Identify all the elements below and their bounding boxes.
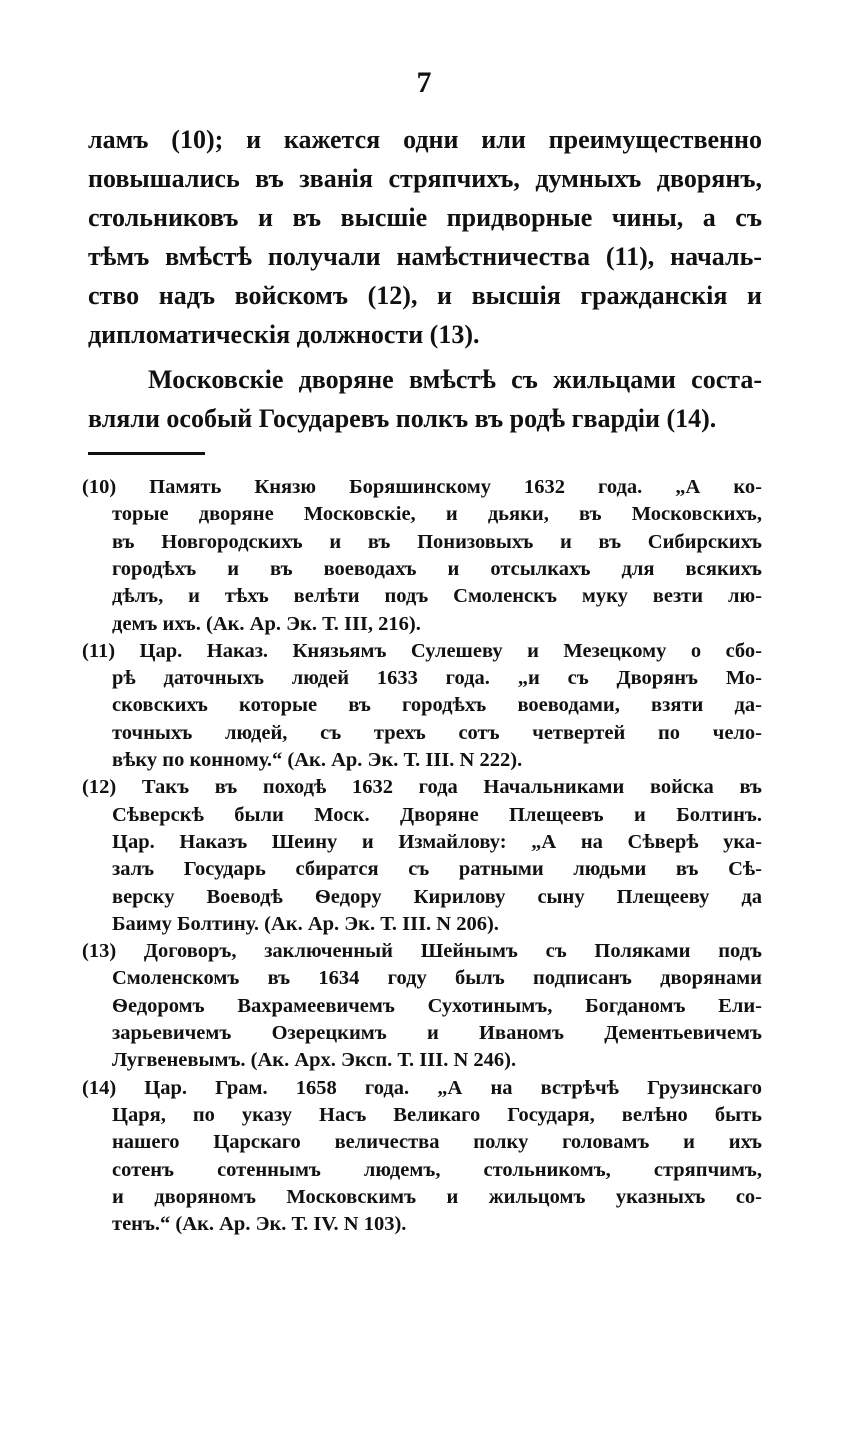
footnote-line: точныхъ людей, съ трехъ сотъ четвертей по чело-	[112, 721, 762, 744]
footnote-line: Сѣверскѣ были Моск. Дворяне Плещеевъ и Болтинъ.	[112, 803, 762, 826]
footnote-line: (11) Цар. Наказ. Князьямъ Сулешеву и Мезецкому о сбо-	[82, 639, 762, 662]
footnote-line: Ѳедоромъ Вахрамеевичемъ Сухотинымъ, Богданомъ Ели-	[112, 994, 762, 1017]
main-text-line: ламъ (10); и кажется одни или преимущественно	[88, 125, 762, 154]
main-text-line: Московскіе дворяне вмѣстѣ съ жильцами соста-	[148, 365, 762, 394]
footnote-divider	[88, 452, 205, 455]
footnote-line: въ Новгородскихъ и въ Понизовыхъ и въ Сибирскихъ	[112, 530, 762, 553]
footnote-line: демъ ихъ. (Ак. Ар. Эк. Т. III, 216).	[112, 612, 421, 635]
footnote-line: рѣ даточныхъ людей 1633 года. „и съ Дворянъ Мо-	[112, 667, 762, 690]
footnote-line: сковскихъ которые въ городѣхъ воеводами, взяти да-	[112, 694, 762, 717]
footnote-line: Царя, по указу Насъ Великаго Государя, велѣно быть	[112, 1103, 762, 1126]
page-number: 7	[416, 66, 432, 99]
main-text-line: ство надъ войскомъ (12), и высшія гражданскія и	[88, 281, 762, 310]
footnote-line: (10) Память Князю Боряшинскому 1632 года. „А ко-	[82, 476, 762, 498]
main-text-line: дипломатическія должности (13).	[88, 320, 480, 349]
main-text-line: тѣмъ вмѣстѣ получали намѣстничества (11), началь-	[88, 242, 762, 271]
footnote-line: Лугвеневымъ. (Ак. Арх. Эксп. Т. III. N 246).	[112, 1049, 517, 1072]
main-text-line: повышались въ званія стряпчихъ, думныхъ дворянъ,	[88, 164, 762, 193]
footnote-line: торые дворяне Московскіе, и дьяки, въ Московскихъ,	[112, 503, 762, 526]
footnote-line: (13) Договоръ, заключенный Шейнымъ съ Поляками подъ	[82, 940, 762, 963]
footnote-line: (14) Цар. Грам. 1658 года. „А на встрѣчѣ Грузинскаго	[82, 1076, 762, 1099]
footnote-line: вѣку по конному.“ (Ак. Ар. Эк. Т. III. N 222).	[112, 749, 523, 771]
footnote-line: (12) Такъ въ походѣ 1632 года Начальниками войска въ	[82, 776, 762, 799]
footnote-line: дѣлъ, и тѣхъ велѣти подъ Смоленскъ муку везти лю-	[112, 585, 762, 608]
main-text-line: вляли особый Государевъ полкъ въ родѣ гвардіи (14).	[88, 404, 717, 433]
footnote-line: верску Воеводѣ Ѳедору Кирилову сыну Плещееву да	[112, 885, 762, 908]
footnote-line: городѣхъ и въ воеводахъ и отсылкахъ для всякихъ	[112, 557, 762, 580]
footnote-line: и дворяномъ Московскимъ и жильцомъ указныхъ со-	[112, 1185, 762, 1208]
footnote-line: сотенъ сотеннымъ людемъ, стольникомъ, стряпчимъ,	[112, 1158, 762, 1181]
footnote-line: тенъ.“ (Ак. Ар. Эк. Т. IV. N 103).	[112, 1213, 407, 1236]
footnote-line: зарьевичемъ Озерецкимъ и Иваномъ Дементьевичемъ	[112, 1022, 762, 1044]
footnote-line: Баиму Болтину. (Ак. Ар. Эк. Т. III. N 206).	[112, 912, 499, 935]
footnote-line: залъ Государь сбиратся съ ратными людьми въ Сѣ-	[112, 858, 762, 881]
footnote-line: Цар. Наказъ Шеину и Измайлову: „А на Сѣверѣ ука-	[112, 830, 762, 853]
footnote-line: Смоленскомъ въ 1634 году былъ подписанъ дворянами	[112, 967, 762, 990]
main-text-line: стольниковъ и въ высшіе придворные чины, а съ	[88, 203, 762, 232]
footnote-line: нашего Царскаго величества полку головамъ и ихъ	[112, 1131, 762, 1154]
